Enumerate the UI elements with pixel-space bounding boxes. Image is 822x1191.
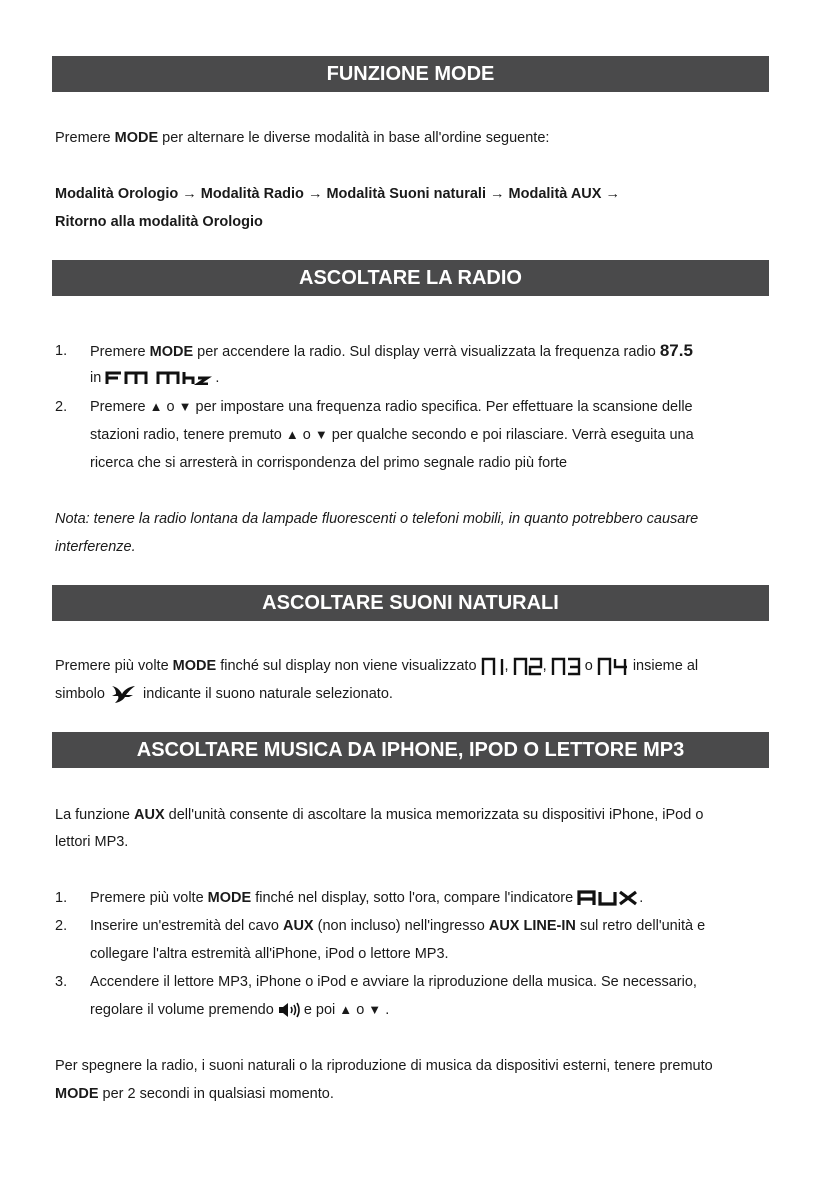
nature-line2: simbolo indicante il suono naturale selezionato.: [55, 684, 393, 704]
music-item3-number: 3.: [55, 974, 68, 990]
music-footer-line1: Per spegnere la radio, i suoni naturali o la riproduzione di musica da dispositivi esterni, tenere premuto: [55, 1058, 713, 1074]
up-arrow-icon: ▲: [285, 427, 299, 442]
up-arrow-icon: ▲: [149, 399, 163, 414]
section-title-radio: ASCOLTARE LA RADIO: [52, 260, 769, 296]
aux-display-icon: [577, 890, 639, 906]
section-title-music: ASCOLTARE MUSICA DA IPHONE, IPOD O LETTORE MP3: [52, 732, 769, 768]
mode-order-line1: Modalità Orologio → Modalità Radio → Modalità Suoni naturali → Modalità AUX →: [55, 186, 620, 202]
music-item1-number: 1.: [55, 890, 68, 906]
radio-item1-number: 1.: [55, 343, 68, 359]
radio-item2-number: 2.: [55, 399, 68, 415]
frequency-value: 87.5: [659, 341, 693, 360]
music-item1-line: Premere più volte MODE finché nel display, sotto l'ora, compare l'indicatore .: [90, 890, 644, 906]
section-title-mode: FUNZIONE MODE: [52, 56, 769, 92]
radio-item1-line2: in .: [90, 370, 220, 386]
music-item2-line2: collegare l'altra estremità all'iPhone, iPod o lettore MP3.: [90, 946, 449, 962]
up-arrow-icon: ▲: [339, 1002, 353, 1017]
music-item3-line2: regolare il volume premendo e poi ▲ o ▼ .: [90, 1002, 390, 1018]
music-item2-number: 2.: [55, 918, 68, 934]
speaker-icon: [278, 1002, 300, 1018]
bird-icon: [109, 684, 139, 704]
radio-item2-line3: ricerca che si arresterà in corrispondenza del primo segnale radio più forte: [90, 455, 568, 471]
radio-note-line2: interferenze.: [55, 539, 136, 555]
down-arrow-icon: ▼: [314, 427, 328, 442]
n1-display-icon: [481, 656, 505, 676]
music-footer-line2: MODE per 2 secondi in qualsiasi momento.: [55, 1086, 334, 1102]
music-intro-line2: lettori MP3.: [55, 834, 129, 850]
n4-display-icon: [597, 656, 629, 676]
down-arrow-icon: ▼: [368, 1002, 382, 1017]
fm-mhz-display-icon: [105, 371, 215, 385]
music-item3-line1: Accendere il lettore MP3, iPhone o iPod e avviare la riproduzione della musica. Se necessario,: [90, 974, 697, 990]
radio-item2-line1: Premere ▲ o ▼ per impostare una frequenza radio specifica. Per effettuare la scansione delle: [90, 399, 693, 415]
music-item2-line1: Inserire un'estremità del cavo AUX (non incluso) nell'ingresso AUX LINE-IN sul retro dell'unità e: [90, 918, 706, 934]
radio-item1-line1: Premere MODE per accendere la radio. Sul display verrà visualizzata la frequenza radio 87.5: [90, 341, 693, 360]
mode-intro: Premere MODE per alternare le diverse modalità in base all'ordine seguente:: [55, 130, 550, 146]
down-arrow-icon: ▼: [178, 399, 192, 414]
mode-order-line2: Ritorno alla modalità Orologio: [55, 214, 263, 230]
n3-display-icon: [551, 656, 581, 676]
radio-note-line1: Nota: tenere la radio lontana da lampade fluorescenti o telefoni mobili, in quanto potrebbero causare: [55, 511, 699, 527]
n2-display-icon: [513, 656, 543, 676]
music-intro-line1: La funzione AUX dell'unità consente di ascoltare la musica memorizzata su dispositivi iPhone, iPod o: [55, 807, 704, 823]
section-title-nature: ASCOLTARE SUONI NATURALI: [52, 585, 769, 621]
radio-item2-line2: stazioni radio, tenere premuto ▲ o ▼ per qualche secondo e poi rilasciare. Verrà eseguita una: [90, 427, 694, 443]
nature-line1: Premere più volte MODE finché sul display non viene visualizzato , , o insieme al: [55, 656, 698, 676]
